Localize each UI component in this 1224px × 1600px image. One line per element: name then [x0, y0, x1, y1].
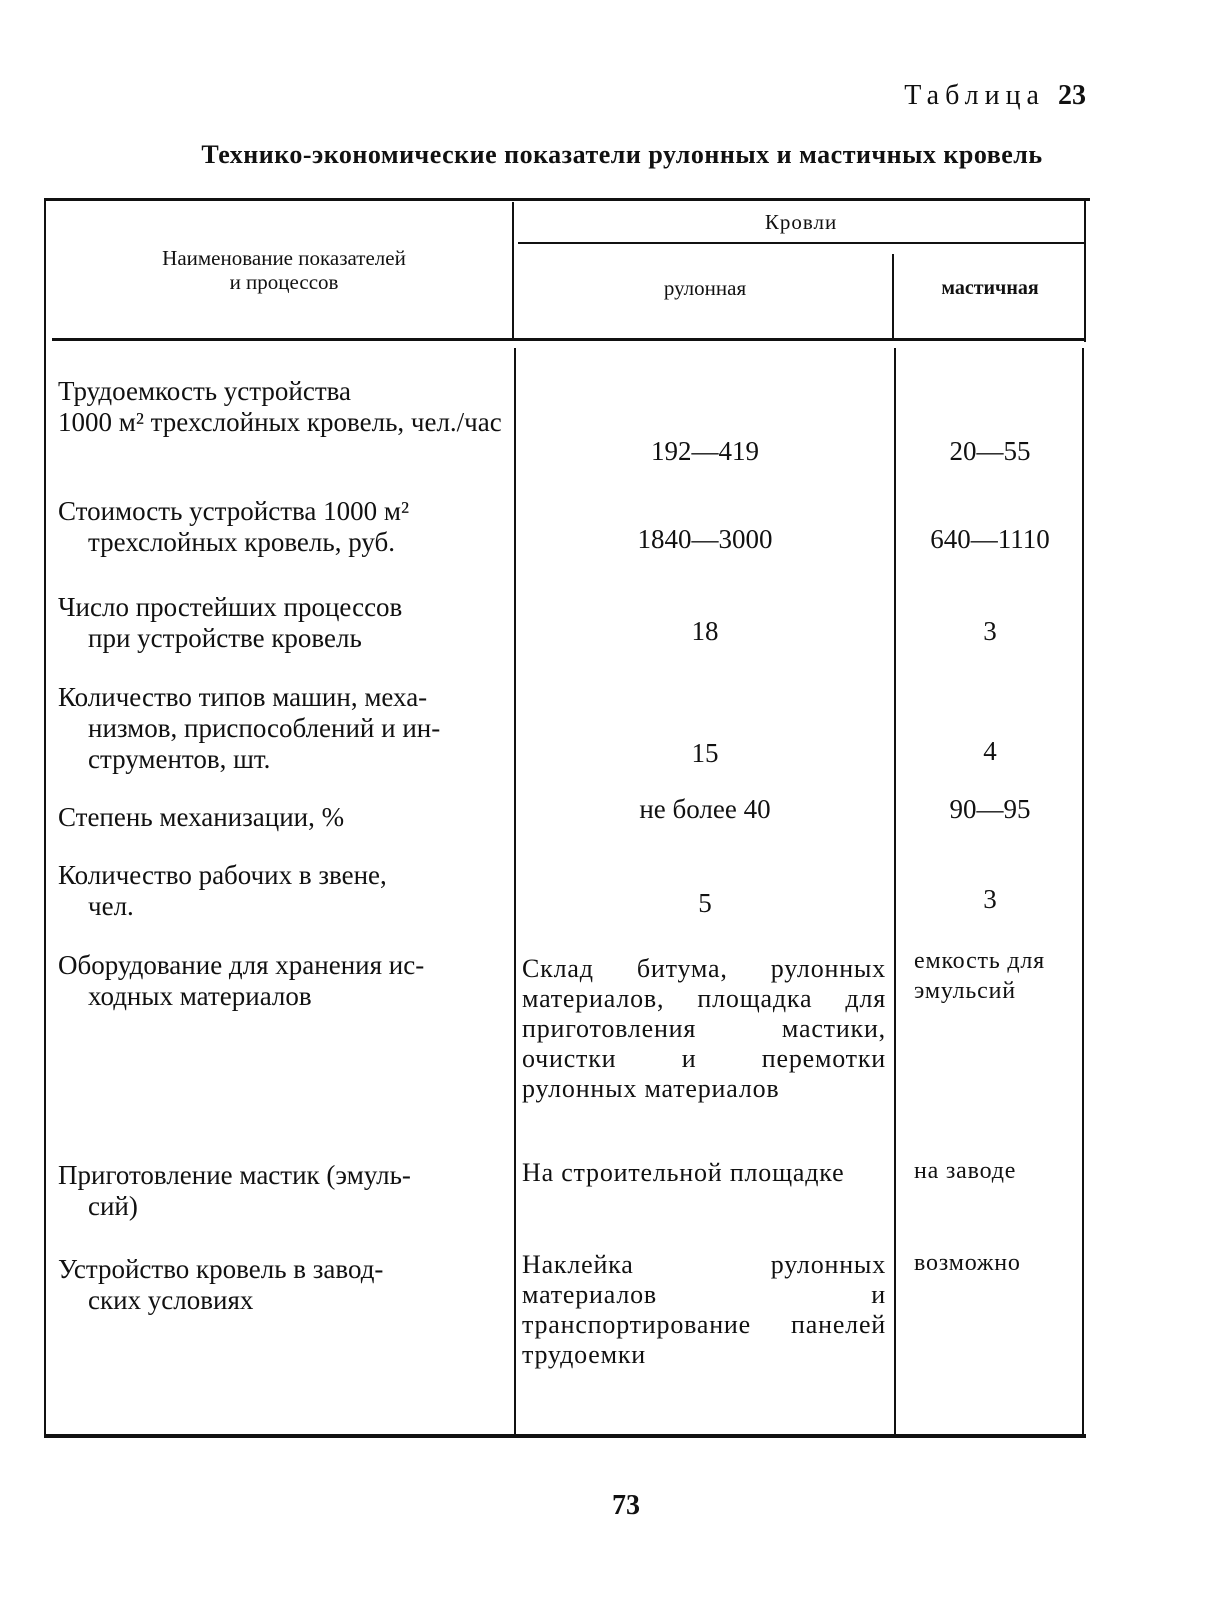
value-roll-workers: 5: [698, 888, 712, 918]
row-label-first-line: Число простейших процессов: [58, 592, 403, 622]
page-number: 73: [612, 1490, 640, 1521]
row-label-first-line: Степень механизации, %: [58, 802, 345, 832]
value-roll-preparation: На строительной площадке: [522, 1158, 845, 1187]
row-label-processes: [58, 592, 522, 654]
value-mastic-workers: 3: [983, 884, 997, 914]
row-label-rest: низмов, приспособлений и ин- струментов, шт.: [88, 713, 441, 774]
row-label-rest: 1000 м² трехслойных кровель, чел./час: [58, 407, 502, 437]
table-number-label: Таблица: [904, 80, 1045, 111]
row-label-first-line: Устройство кровель в завод-: [58, 1254, 384, 1284]
value-mastic-cost: 640—1110: [930, 524, 1050, 554]
row-label-first-line: Приготовление мастик (эмуль-: [58, 1160, 411, 1190]
table-left-border: [44, 198, 46, 1438]
header-group-rule: [518, 242, 1084, 244]
value-mastic-factory: возможно: [914, 1250, 1021, 1276]
row-label-rest: чел.: [88, 891, 134, 921]
value-roll-factory: Наклейка рулонных материалов и транспортирование панелей трудоемки: [522, 1250, 886, 1369]
row-label-first-line: Оборудование для хранения ис-: [58, 950, 425, 980]
table-caption: Технико-экономические показатели рулонных и мастичных кровель: [201, 140, 1043, 169]
indicators-table: [44, 198, 1104, 1466]
row-label-mechanization: [58, 802, 522, 833]
row-label-workers: [58, 860, 522, 922]
table-bottom-rule: [44, 1434, 1086, 1438]
header-col-mastic: мастичная: [941, 277, 1039, 299]
row-label-machines: [58, 682, 522, 775]
row-label-first-line: Трудоемкость устройства: [58, 376, 352, 406]
row-label-rest: ходных материалов: [88, 981, 312, 1011]
header-group-roofs: Кровли: [764, 210, 838, 234]
value-roll-mechanization: не более 40: [639, 794, 771, 824]
value-mastic-machines: 4: [983, 736, 997, 766]
col-divider-1-header: [512, 202, 514, 338]
row-label-rest: сий): [88, 1191, 138, 1221]
header-bottom-rule: [52, 338, 1086, 341]
row-label-factory: [58, 1254, 522, 1316]
header-col-roll: рулонная: [663, 276, 747, 300]
value-mastic-processes: 3: [983, 616, 997, 646]
row-label-cost: [58, 496, 522, 558]
row-label-rest: трехслойных кровель, руб.: [88, 527, 395, 557]
value-roll-labor: 192—419: [651, 436, 759, 466]
table-number: [904, 80, 1086, 112]
row-label-first-line: Стоимость устройства 1000 м²: [58, 496, 410, 526]
row-label-rest: ских условиях: [88, 1285, 254, 1315]
value-roll-cost: 1840—3000: [637, 524, 773, 554]
table-right-border: [1084, 198, 1086, 342]
value-mastic-mechanization: 90—95: [949, 794, 1031, 824]
row-label-first-line: Количество рабочих в звене,: [58, 860, 387, 890]
col-divider-2-header: [892, 254, 894, 338]
row-label-labor: [58, 376, 522, 438]
table-number-value: 23: [1058, 80, 1086, 111]
value-mastic-labor: 20—55: [949, 436, 1031, 466]
header-col-name: Наименование показателей и процессов: [162, 246, 406, 294]
row-label-preparation: [58, 1160, 522, 1222]
value-roll-storage: Склад битума, рулонных материалов, площадка для приготовления мастики, очистки и перемотки рулонных материалов: [522, 954, 886, 1103]
row-label-storage: [58, 950, 522, 1012]
row-label-rest: при устройстве кровель: [88, 623, 362, 653]
value-mastic-preparation: на заводе: [914, 1158, 1017, 1184]
value-roll-machines: 15: [691, 738, 719, 768]
value-mastic-storage: емкость для эмульсий: [914, 948, 1045, 1004]
table-top-rule: [44, 198, 1090, 201]
value-roll-processes: 18: [691, 616, 719, 646]
row-label-first-line: Количество типов машин, меха-: [58, 682, 428, 712]
